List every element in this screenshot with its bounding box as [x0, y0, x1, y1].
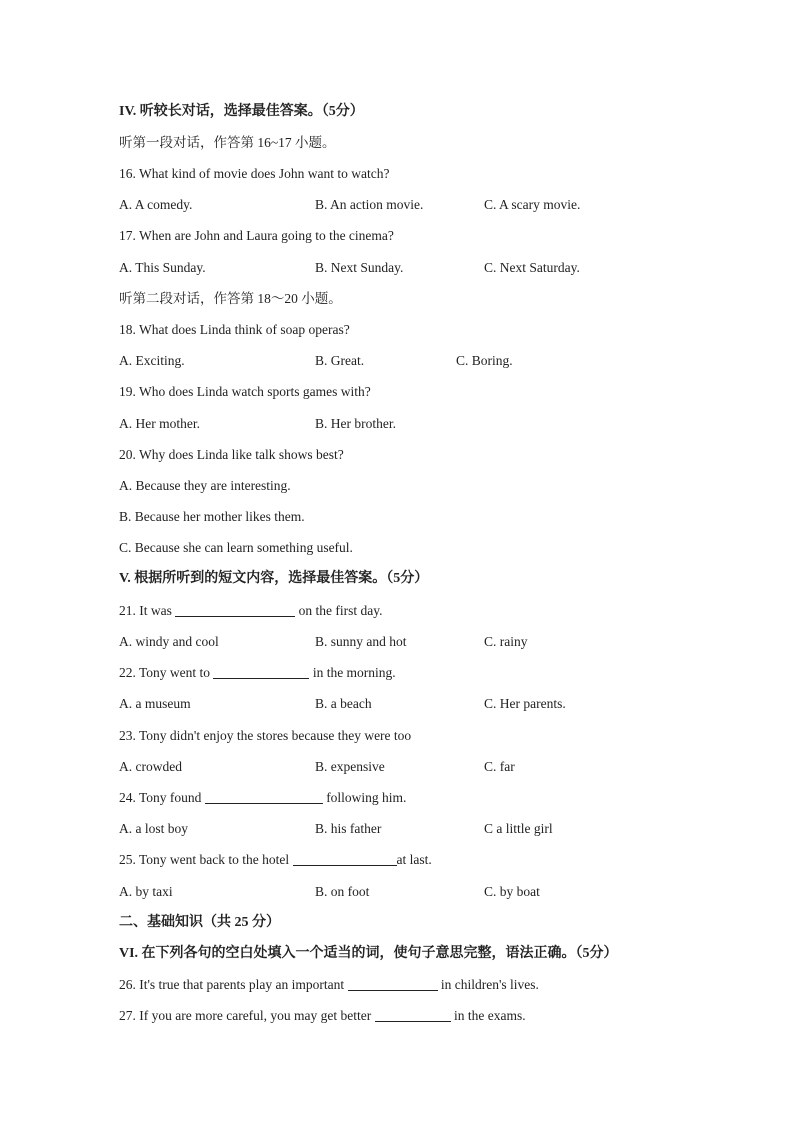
option-a[interactable]: A. A comedy.	[119, 197, 193, 212]
question-16-options	[119, 195, 679, 215]
stem-text: 24. Tony found	[119, 790, 202, 805]
question-22-stem	[119, 663, 396, 683]
option-c[interactable]: C. far	[484, 759, 515, 774]
question-16-stem: 16. What kind of movie does John want to watch?	[119, 166, 390, 181]
question-20-option-b[interactable]: B. Because her mother likes them.	[119, 509, 305, 524]
option-b[interactable]: B. An action movie.	[315, 197, 424, 212]
option-c[interactable]: C. by boat	[484, 884, 540, 899]
question-24-stem	[119, 788, 406, 808]
option-c[interactable]: C. rainy	[484, 634, 528, 649]
option-b[interactable]: B. his father	[315, 821, 382, 836]
question-19-options	[119, 414, 679, 434]
stem-text: 22. Tony went to	[119, 665, 211, 680]
question-22-options	[119, 694, 679, 714]
answer-blank[interactable]	[293, 851, 397, 866]
question-20-option-a[interactable]: A. Because they are interesting.	[119, 478, 291, 493]
question-17-stem: 17. When are John and Laura going to the cinema?	[119, 228, 394, 243]
question-18-stem: 18. What does Linda think of soap operas?	[119, 322, 350, 337]
question-20-option-c[interactable]: C. Because she can learn something useful.	[119, 540, 353, 555]
option-b[interactable]: B. a beach	[315, 696, 372, 711]
stem-text: in the morning.	[312, 665, 396, 680]
question-24-options	[119, 819, 679, 839]
option-b[interactable]: B. expensive	[315, 759, 385, 774]
option-a[interactable]: A. Exciting.	[119, 353, 185, 368]
stem-text: on the first day.	[298, 603, 383, 618]
question-21-options	[119, 632, 679, 652]
question-23-stem: 23. Tony didn't enjoy the stores because they were too	[119, 728, 412, 743]
question-20-stem: 20. Why does Linda like talk shows best?	[119, 447, 344, 462]
question-23-options	[119, 757, 679, 777]
option-a[interactable]: A. by taxi	[119, 884, 173, 899]
option-a[interactable]: A. Her mother.	[119, 416, 200, 431]
option-a[interactable]: A. windy and cool	[119, 634, 219, 649]
option-a[interactable]: A. a lost boy	[119, 821, 188, 836]
question-18-options	[119, 351, 679, 371]
stem-text: 26. It's true that parents play an important	[119, 977, 345, 992]
question-17-options	[119, 258, 679, 278]
option-b[interactable]: B. sunny and hot	[315, 634, 407, 649]
section-vi-heading: VI. 在下列各句的空白处填入一个适当的词，使句子意思完整，语法正确。（5分）	[119, 946, 618, 961]
part-two-heading: 二、基础知识（共 25 分）	[119, 915, 280, 930]
option-a[interactable]: A. a museum	[119, 696, 191, 711]
question-25-options	[119, 882, 679, 902]
stem-text: in the exams.	[454, 1008, 526, 1023]
answer-blank[interactable]	[375, 1007, 451, 1022]
answer-blank[interactable]	[213, 664, 309, 679]
option-c[interactable]: C. A scary movie.	[484, 197, 581, 212]
option-b[interactable]: B. Great.	[315, 353, 365, 368]
question-19-stem: 19. Who does Linda watch sports games with?	[119, 384, 371, 399]
option-b[interactable]: B. Next Sunday.	[315, 260, 404, 275]
section-iv-intro-2: 听第二段对话，作答第 18～20 小题。	[119, 291, 342, 306]
option-a[interactable]: A. crowded	[119, 759, 182, 774]
option-c[interactable]: C. Boring.	[456, 353, 513, 368]
section-v-heading: V. 根据所听到的短文内容，选择最佳答案。（5分）	[119, 571, 429, 586]
option-b[interactable]: B. on foot	[315, 884, 370, 899]
section-iv-heading: IV. 听较长对话，选择最佳答案。（5分）	[119, 104, 364, 119]
question-25-stem	[119, 850, 432, 870]
option-c[interactable]: C. Next Saturday.	[484, 260, 580, 275]
option-c[interactable]: C a little girl	[484, 821, 553, 836]
answer-blank[interactable]	[348, 976, 438, 991]
answer-blank[interactable]	[175, 602, 295, 617]
stem-text: at last.	[396, 852, 432, 867]
stem-text: 21. It was	[119, 603, 172, 618]
stem-text: 27. If you are more careful, you may get better	[119, 1008, 372, 1023]
stem-text: following him.	[326, 790, 407, 805]
answer-blank[interactable]	[205, 789, 323, 804]
question-26-stem	[119, 975, 539, 995]
option-b[interactable]: B. Her brother.	[315, 416, 396, 431]
option-a[interactable]: A. This Sunday.	[119, 260, 206, 275]
option-c[interactable]: C. Her parents.	[484, 696, 566, 711]
stem-text: in children's lives.	[440, 977, 539, 992]
question-27-stem	[119, 1006, 526, 1026]
stem-text: 25. Tony went back to the hotel	[119, 852, 290, 867]
section-iv-intro-1: 听第一段对话，作答第 16~17 小题。	[119, 135, 336, 150]
question-21-stem	[119, 601, 382, 621]
